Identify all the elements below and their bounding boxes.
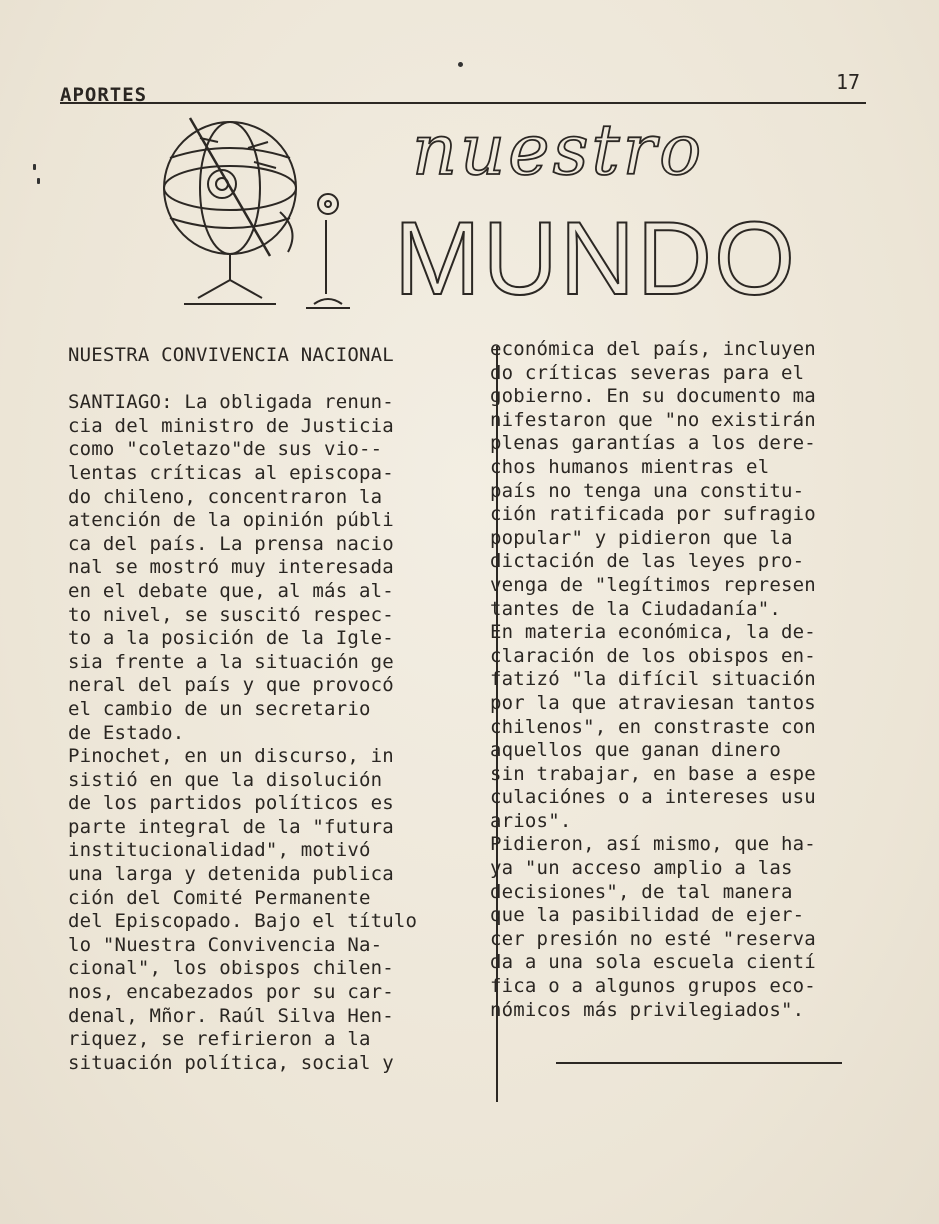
header-rule bbox=[60, 102, 866, 104]
text-line: por la que atraviesan tantos bbox=[490, 691, 816, 714]
text-line: decisiones", de tal manera bbox=[490, 880, 793, 903]
text-line: en el debate que, al más al- bbox=[68, 579, 394, 602]
masthead-mundo: MUNDO bbox=[394, 201, 797, 317]
text-line: ción del Comité Permanente bbox=[68, 886, 371, 909]
text-line: NUESTRA CONVIVENCIA NACIONAL bbox=[68, 344, 394, 366]
running-head: APORTES bbox=[60, 84, 148, 106]
text-line: de los partidos políticos es bbox=[68, 792, 394, 815]
text-line: fatizó "la difícil situación bbox=[490, 668, 816, 691]
text-line: culaciónes o a intereses usu bbox=[490, 786, 816, 809]
text-line: venga de "legítimos represen bbox=[490, 573, 816, 596]
masthead bbox=[130, 108, 797, 333]
text-line: to a la posición de la Igle- bbox=[68, 627, 394, 650]
text-line: lo "Nuestra Convivencia Na- bbox=[68, 933, 383, 956]
text-line: atención de la opinión públi bbox=[68, 509, 394, 532]
text-line: nifestaron que "no existirán bbox=[490, 408, 816, 431]
text-line: Pidieron, así mismo, que ha- bbox=[490, 833, 816, 856]
text-line: nos, encabezados por su car- bbox=[68, 981, 394, 1004]
margin-speck bbox=[37, 178, 40, 184]
text-line: cia del ministro de Justicia bbox=[68, 414, 394, 437]
text-line: ya "un acceso amplio a las bbox=[490, 857, 793, 880]
text-line: do críticas severas para el bbox=[490, 361, 805, 384]
text-line: cional", los obispos chilen- bbox=[68, 957, 394, 980]
text-line: denal, Mñor. Raúl Silva Hen- bbox=[68, 1004, 394, 1027]
exclamation-drawing bbox=[306, 194, 350, 308]
text-line: chilenos", en constraste con bbox=[490, 715, 816, 738]
margin-speck bbox=[458, 62, 463, 67]
text-line: parte integral de la "futura bbox=[68, 815, 394, 838]
text-line: sia frente a la situación ge bbox=[68, 650, 394, 673]
text-line: to nivel, se suscitó respec- bbox=[68, 603, 394, 626]
article-left-column bbox=[68, 344, 486, 1075]
text-line: como "coletazo"de sus vio-- bbox=[68, 438, 383, 461]
text-line: popular" y pidieron que la bbox=[490, 526, 793, 549]
text-line: Pinochet, en un discurso, in bbox=[68, 745, 394, 768]
text-line: de Estado. bbox=[68, 721, 185, 744]
text-line: SANTIAGO: La obligada renun- bbox=[68, 391, 394, 414]
text-line: do chileno, concentraron la bbox=[68, 485, 383, 508]
text-line: nal se mostró muy interesada bbox=[68, 556, 394, 579]
text-line: país no tenga una constitu- bbox=[490, 479, 805, 502]
text-line bbox=[68, 368, 486, 392]
text-line: riquez, se refirieron a la bbox=[68, 1028, 371, 1051]
text-line: una larga y detenida publica bbox=[68, 863, 394, 886]
text-line: plenas garantías a los dere- bbox=[490, 432, 816, 455]
text-line: institucionalidad", motivó bbox=[68, 839, 371, 862]
text-line: económica del país, incluyen bbox=[490, 338, 816, 360]
text-line: gobierno. En su documento ma bbox=[490, 385, 816, 408]
text-line: aquellos que ganan dinero bbox=[490, 739, 781, 762]
text-line: cer presión no esté "reserva bbox=[490, 927, 816, 950]
text-line: lentas críticas al episcopa- bbox=[68, 461, 394, 484]
masthead-nuestro: nuestro bbox=[412, 109, 705, 191]
text-line: tantes de la Ciudadanía". bbox=[490, 597, 781, 620]
text-line: ción ratificada por sufragio bbox=[490, 503, 816, 526]
text-line: ca del país. La prensa nacio bbox=[68, 532, 394, 555]
text-line: del Episcopado. Bajo el título bbox=[68, 910, 418, 933]
text-line: situación política, social y bbox=[68, 1051, 394, 1074]
text-line: nómicos más privilegiados". bbox=[490, 998, 805, 1021]
text-line: sin trabajar, en base a espe bbox=[490, 762, 816, 785]
text-line: neral del país y que provocó bbox=[68, 674, 394, 697]
text-line: fica o a algunos grupos eco- bbox=[490, 975, 816, 998]
text-line: da a una sola escuela cientí bbox=[490, 951, 816, 974]
page-number: 17 bbox=[836, 70, 861, 94]
end-of-article-rule bbox=[556, 1062, 842, 1064]
text-line: chos humanos mientras el bbox=[490, 455, 770, 478]
margin-speck bbox=[33, 164, 36, 170]
text-line: el cambio de un secretario bbox=[68, 697, 371, 720]
article-right-column bbox=[490, 338, 910, 1022]
text-line: arios". bbox=[490, 809, 572, 832]
text-line: claración de los obispos en- bbox=[490, 644, 816, 667]
text-line: sistió en que la disolución bbox=[68, 768, 383, 791]
text-line: que la pasibilidad de ejer- bbox=[490, 904, 805, 927]
text-line: En materia económica, la de- bbox=[490, 621, 816, 644]
text-line: dictación de las leyes pro- bbox=[490, 550, 805, 573]
globe-drawing bbox=[164, 118, 296, 304]
